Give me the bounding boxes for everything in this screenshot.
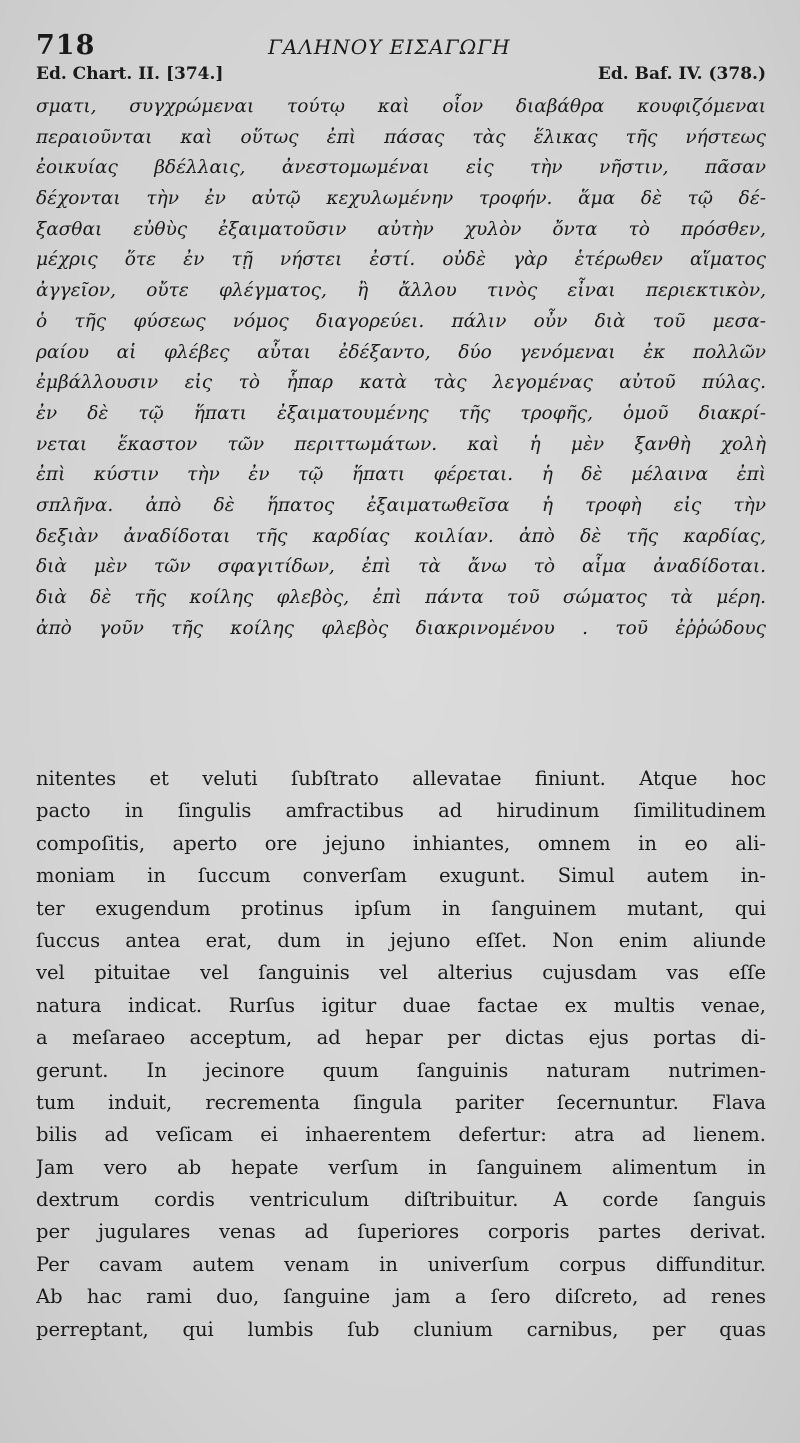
greek-line: διὰ μὲν τῶν σφαγιτίδων, ἐπὶ τὰ ἄνω τὸ αἷμα ἀναδίδοται. (36, 556, 766, 578)
greek-line: ἐοικυίας βδέλλαις, ἀνεστομωμέναι εἰς τὴν νῆστιν, πᾶσαν (36, 157, 766, 179)
edition-basel-reference: Ed. Baf. IV. (378.) (597, 64, 766, 84)
latin-line: pacto in ſingulis amfractibus ad hirudinum ſimilitudinem (36, 799, 766, 823)
latin-line: nitentes et veluti ſubſtrato allevatae finiunt. Atque hoc (36, 767, 766, 790)
greek-line: ξασθαι εὐθὺς ἐξαιματοῦσιν αὐτὴν χυλὸν ὄντα τὸ πρόσθεν, (36, 218, 766, 240)
edition-chart-reference: Ed. Chart. II. [374.] (36, 64, 224, 84)
latin-line: tum induit, recrementa ſingula pariter ſecernuntur. Flava (36, 1090, 766, 1114)
greek-line: σπλῆνα. ἀπὸ δὲ ἥπατος ἐξαιματωθεῖσα ἡ τροφὴ εἰς τὴν (36, 494, 766, 516)
greek-line: διὰ δὲ τῆς κοίλης φλεβὸς, ἐπὶ πάντα τοῦ σώματος τὰ μέρη. (36, 587, 766, 608)
greek-line: ἐμβάλλουσιν εἰς τὸ ἧπαρ κατὰ τὰς λεγομένας αὐτοῦ πύλας. (36, 372, 766, 394)
greek-line: ὁ τῆς φύσεως νόμος διαγορεύει. πάλιν οὖν διὰ τοῦ μεσα- (36, 310, 766, 332)
greek-line: περαιοῦνται καὶ οὕτως ἐπὶ πάσας τὰς ἕλικας τῆς νήστεως (36, 126, 766, 148)
greek-line: ἐν δὲ τῷ ἥπατι ἐξαιματουμένης τῆς τροφῆς, ὁμοῦ διακρί- (36, 402, 766, 424)
greek-line: ἀπὸ γοῦν τῆς κοίλης φλεβὸς διακρινομένου . τοῦ ἐῤῥώδους (36, 617, 766, 639)
greek-line: δέχονται τὴν ἐν αὐτῷ κεχυλωμένην τροφήν. ἅμα δὲ τῷ δέ- (36, 188, 766, 210)
latin-line: gerunt. In jecinore quum ſanguinis naturam nutrimen- (36, 1058, 766, 1082)
latin-line: Ab hac rami duo, ſanguine jam a ſero diſcreto, ad renes (36, 1285, 766, 1309)
latin-line: ter exugendum protinus ipſum in ſanguinem mutant, qui (36, 896, 766, 920)
latin-line: bilis ad veſicam ei inhaerentem defertur: atra ad lienem. (36, 1123, 766, 1147)
latin-text-block (36, 763, 766, 1346)
greek-line: ἀγγεῖον, οὔτε φλέγματος, ἢ ἄλλου τινὸς εἶναι περιεκτικὸν, (36, 280, 766, 302)
latin-line: dextrum cordis ventriculum diſtribuitur. A corde ſanguis (36, 1188, 766, 1212)
greek-line: νεται ἕκαστον τῶν περιττωμάτων. καὶ ἡ μὲν ξανθὴ χολὴ (36, 433, 766, 455)
greek-line: μέχρις ὅτε ἐν τῇ νήστει ἐστί. οὐδὲ γὰρ ἑτέρωθεν αἵματος (36, 249, 766, 271)
latin-line: compoſitis, aperto ore jejuno inhiantes, omnem in eo ali- (36, 831, 766, 855)
latin-line: a meſaraeo acceptum, ad hepar per dictas ejus portas di- (36, 1026, 766, 1050)
latin-line: natura indicat. Rurſus igitur duae factae ex multis venae, (36, 993, 766, 1017)
greek-line: σματι, συγχρώμεναι τούτῳ καὶ οἷον διαβάθρα κουφιζόμεναι (36, 96, 766, 117)
edition-reference (36, 64, 766, 90)
latin-line: vel pituitae vel ſanguinis vel alterius cujusdam vas eſſe (36, 961, 766, 985)
greek-text-block (36, 92, 766, 644)
page-header (36, 30, 766, 64)
latin-line: Per cavam autem venam in univerſum corpus diffunditur. (36, 1252, 766, 1276)
latin-line: perreptant, qui lumbis ſub clunium carnibus, per quas (36, 1317, 766, 1341)
page-number: 718 (36, 30, 96, 61)
latin-line: ſuccus antea erat, dum in jejuno eſſet. Non enim aliunde (36, 928, 766, 952)
greek-line: ραίου αἱ φλέβες αὗται ἐδέξαντο, δύο γενόμεναι ἐκ πολλῶν (36, 341, 766, 363)
latin-line: Jam vero ab hepate verſum in ſanguinem alimentum in (36, 1155, 766, 1179)
running-title: ΓΑΛΗΝΟΥ ΕΙΣΑΓΩΓΗ (268, 35, 511, 59)
greek-line: δεξιὰν ἀναδίδοται τῆς καρδίας κοιλίαν. ἀπὸ δὲ τῆς καρδίας, (36, 525, 766, 547)
latin-line: moniam in ſuccum converſam exugunt. Simul autem in- (36, 864, 766, 888)
greek-line: ἐπὶ κύστιν τὴν ἐν τῷ ἥπατι φέρεται. ἡ δὲ μέλαινα ἐπὶ (36, 464, 766, 486)
latin-line: per jugulares venas ad ſuperiores corporis partes derivat. (36, 1220, 766, 1244)
